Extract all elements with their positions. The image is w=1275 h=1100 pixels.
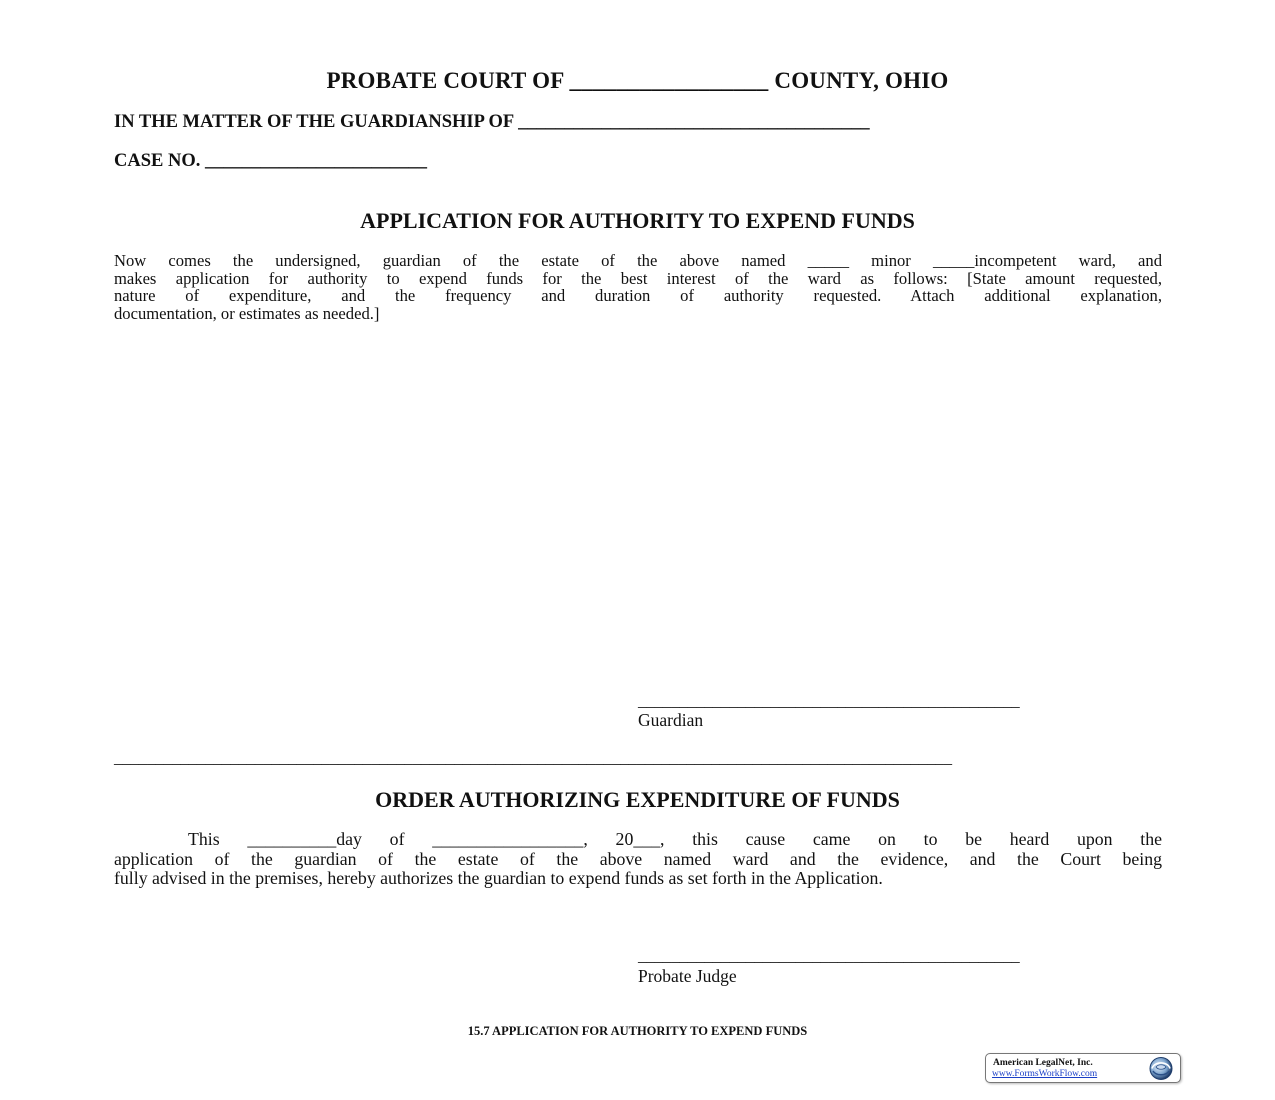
court-title: PROBATE COURT OF _________________ COUNTY, OHIO	[326, 68, 949, 93]
application-body	[114, 252, 1162, 322]
logo-company-name: American LegalNet, Inc.	[993, 1058, 1093, 1068]
american-legalnet-logo[interactable]	[985, 1053, 1181, 1083]
order-title: ORDER AUTHORIZING EXPENDITURE OF FUNDS	[375, 787, 900, 812]
globe-swirl-icon	[1142, 1055, 1178, 1082]
guardian-signature-line: ______________________________________________	[638, 691, 1020, 710]
application-body-line: makes application for authority to expend funds for the best interest of the ward as follows: [State amount requested,	[114, 268, 1162, 288]
order-body	[114, 830, 1162, 889]
application-body-line: nature of expenditure, and the frequency and duration of authority requested. Attach additional explanation,	[114, 286, 1162, 305]
form-footer: 15.7 APPLICATION FOR AUTHORITY TO EXPEND FUNDS	[467, 1024, 808, 1038]
judge-signature-line: ______________________________________________	[638, 946, 1020, 965]
order-body-line	[114, 830, 1162, 850]
case-number-line: CASE NO. ________________________	[114, 151, 427, 171]
application-body-line: Now comes the undersigned, guardian of the estate of the above named _____ minor _____incompetent ward, and	[114, 251, 1162, 270]
order-body-line: application of the guardian of the estate of the above named ward and the evidence, and the Court being	[114, 848, 1162, 869]
guardianship-matter-line: IN THE MATTER OF THE GUARDIANSHIP OF ______________________________________	[114, 112, 870, 132]
application-title: APPLICATION FOR AUTHORITY TO EXPEND FUNDS	[360, 208, 915, 233]
application-body-line: documentation, or estimates as needed.]	[114, 303, 380, 323]
order-body-line: fully advised in the premises, hereby authorizes the guardian to expend funds as set forth in the Application.	[114, 868, 883, 889]
order-body-line-text: This __________day of _________________, 20___, this cause came on to be heard upon the	[188, 829, 1162, 849]
section-divider: _____________________________________________________________________________________________________	[114, 748, 952, 767]
guardian-signature-label: Guardian	[638, 710, 704, 730]
logo-url-link[interactable]: www.FormsWorkFlow.com	[992, 1069, 1098, 1079]
judge-signature-label: Probate Judge	[638, 966, 737, 986]
